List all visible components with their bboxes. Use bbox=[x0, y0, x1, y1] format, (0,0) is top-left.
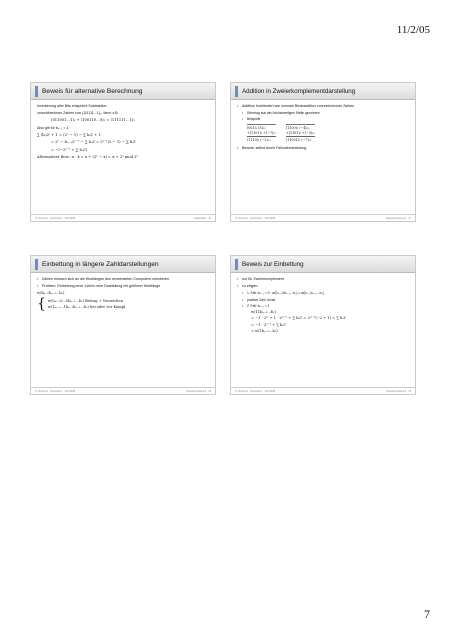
bullet-item: • zu zeigen: bbox=[237, 284, 409, 289]
subbullet-item: • Beispiele bbox=[237, 117, 409, 122]
slide-body bbox=[231, 273, 415, 334]
slide-title: Addition in Zweierkomplementdarstellung bbox=[242, 87, 356, 95]
slide-text-line: Also gilt für bₙ₋₁ = 1: bbox=[37, 125, 70, 130]
math-line: = −(−2ⁿ⁻¹ + ∑ bᵢ2ⁱ) bbox=[51, 147, 88, 152]
math-line: Alternativer Bew.: x · x̄ = x + (2ⁿ − x) = x + 2ⁿ mod 2ⁿ bbox=[37, 155, 139, 160]
title-accent-icon bbox=[35, 86, 38, 97]
footer-right: Zweierkomplement · 19 bbox=[386, 389, 411, 393]
example-row: +(1101)₂ +(−7)₁₀ bbox=[247, 131, 276, 135]
page-number: 7 bbox=[424, 607, 430, 621]
sum-line bbox=[247, 136, 276, 137]
slide-title-bar bbox=[231, 83, 415, 100]
case-line: w(0ₘ₋₁0...0bₙ₋₂...b₀) Betrag + Vorzeichen bbox=[47, 298, 123, 303]
slide-body bbox=[231, 100, 415, 151]
slide-title-bar bbox=[31, 256, 215, 273]
proof-line: = −1 · 2ᵐ + 1 · 2ᵐ⁻¹ + ∑ bᵢ2ⁱ = 2ᵐ⁻¹(−2 + 1) = ∑ bᵢ2ⁱ bbox=[251, 316, 347, 321]
proof-line: w(11bₙ₋₂...b₀) bbox=[251, 310, 276, 315]
slide-text-line: vorzeichenloser Zahlen von (111111...1)₂, denn z.B. bbox=[37, 111, 119, 116]
slide-footer bbox=[231, 387, 415, 394]
bullet-item: • Addition funktioniert wie normale Binäraddition vorzeichenloser Zahlen bbox=[237, 104, 409, 109]
math-line: (011001...1)₂ + (100110...0)₂ = (111111...1)₂ bbox=[51, 118, 135, 123]
slide-title: Einbettung in längere Zahldarstellungen bbox=[42, 260, 159, 268]
case-line: • 1. Fall: bₙ₋₁ = 0 : w(0ₘ₋₁0bₙ₋₂...b₀) = w(bₙ₋₁bₙ₋₂...b₀) bbox=[237, 291, 409, 296]
footer-left: H. Schmeck · Informatik 1 · WS 05/06 bbox=[235, 389, 276, 393]
footer-left: H. Schmeck · Informatik 1 · WS 05/06 bbox=[35, 216, 76, 220]
slide-addition bbox=[230, 82, 416, 222]
slide-text-line: Invertierung aller Bits entspricht Subtraktion bbox=[37, 104, 107, 108]
title-accent-icon bbox=[235, 86, 238, 97]
slide-footer bbox=[231, 214, 415, 221]
slide-footer bbox=[31, 214, 215, 221]
example-row: (001)₂ (5)₁₀ bbox=[247, 126, 266, 131]
footer-right: Zweierkomplement · 17 bbox=[386, 216, 411, 220]
case-line: w(1ₘ₋₁...1bₙ₋₁bₙ₋₂...b₀) bei oder 2er Kompl. bbox=[47, 304, 127, 309]
math-line: ∑ (b̄ᵢ)2ⁱ + 1 = (2ⁿ − 1) − ∑ bᵢ2ⁱ + 1 bbox=[37, 132, 101, 137]
example-left bbox=[247, 124, 276, 142]
slide-body bbox=[31, 273, 215, 311]
example-row: (1100)₂ (−4)₁₀ bbox=[285, 126, 310, 131]
slide-title: Beweis für alternative Berechnung bbox=[42, 87, 143, 95]
footer-left: H. Schmeck · Informatik 1 · WS 05/06 bbox=[35, 389, 76, 393]
example-row: +(1101)₂ +(−3)₁₀ bbox=[285, 131, 315, 135]
example-row: (11001)₂ (−7)₁₀ bbox=[285, 137, 312, 142]
cases-block bbox=[37, 295, 209, 312]
footer-right: Zweierkomplement · 18 bbox=[186, 389, 211, 393]
formula-line: w(bₙ₋₁bₙ₋₂...b₀) bbox=[37, 291, 65, 296]
page-date: 11/2/05 bbox=[396, 24, 430, 36]
slide-alternative-proof bbox=[30, 82, 216, 222]
footer-right: Dualzahlen · 16 bbox=[194, 216, 211, 220]
slide-embedding bbox=[30, 255, 216, 395]
subbullet-item: • Übertrag aus der höchstwertigen Stelle ignorieren bbox=[237, 111, 409, 116]
example-right bbox=[286, 124, 315, 142]
slide-body bbox=[31, 100, 215, 160]
slide-title-bar bbox=[231, 256, 415, 273]
slide-embedding-proof bbox=[230, 255, 416, 395]
brace-icon: { bbox=[37, 295, 46, 312]
case-note: • positive Zahl, trivial bbox=[237, 298, 409, 303]
footer-left: H. Schmeck · Informatik 1 · WS 05/06 bbox=[235, 216, 276, 220]
proof-line: = w(1bₙ₋₂...b₀) bbox=[251, 328, 278, 333]
case-line: • 2. Fall: bₙ₋₁ = 1 bbox=[237, 304, 409, 309]
bullet-item: • Problem: Einbettung einer Zahl in eine Darstellung mit größerer Wortlänge bbox=[37, 284, 209, 289]
example-row: (1110)₂ (−2)₁₀ bbox=[247, 137, 271, 142]
bullet-item: • nur für Zweierkomplement bbox=[237, 277, 409, 282]
proof-line: = −1 · 2ⁿ⁻¹ + ∑ bᵢ2ⁱ bbox=[251, 322, 287, 327]
sum-line bbox=[286, 136, 315, 137]
bullet-item: • Beweis: selbst durch Fallunterscheidung bbox=[237, 146, 409, 151]
bullet-item: • Zahlen müssen sich an die Wortlängen des verwendeten Computers orientieren bbox=[37, 277, 209, 282]
example-table bbox=[247, 124, 409, 142]
title-accent-icon bbox=[35, 259, 38, 270]
slide-title: Beweis zur Einbettung bbox=[242, 260, 304, 268]
title-accent-icon bbox=[235, 259, 238, 270]
slide-title-bar bbox=[31, 83, 215, 100]
math-line: = 2ⁿ − bₙ₋₁2ⁿ⁻¹ − ∑ bᵢ2ⁱ = 2ⁿ⁻¹(2 − 1) − ∑ bᵢ2ⁱ bbox=[51, 140, 137, 145]
slide-footer bbox=[31, 387, 215, 394]
